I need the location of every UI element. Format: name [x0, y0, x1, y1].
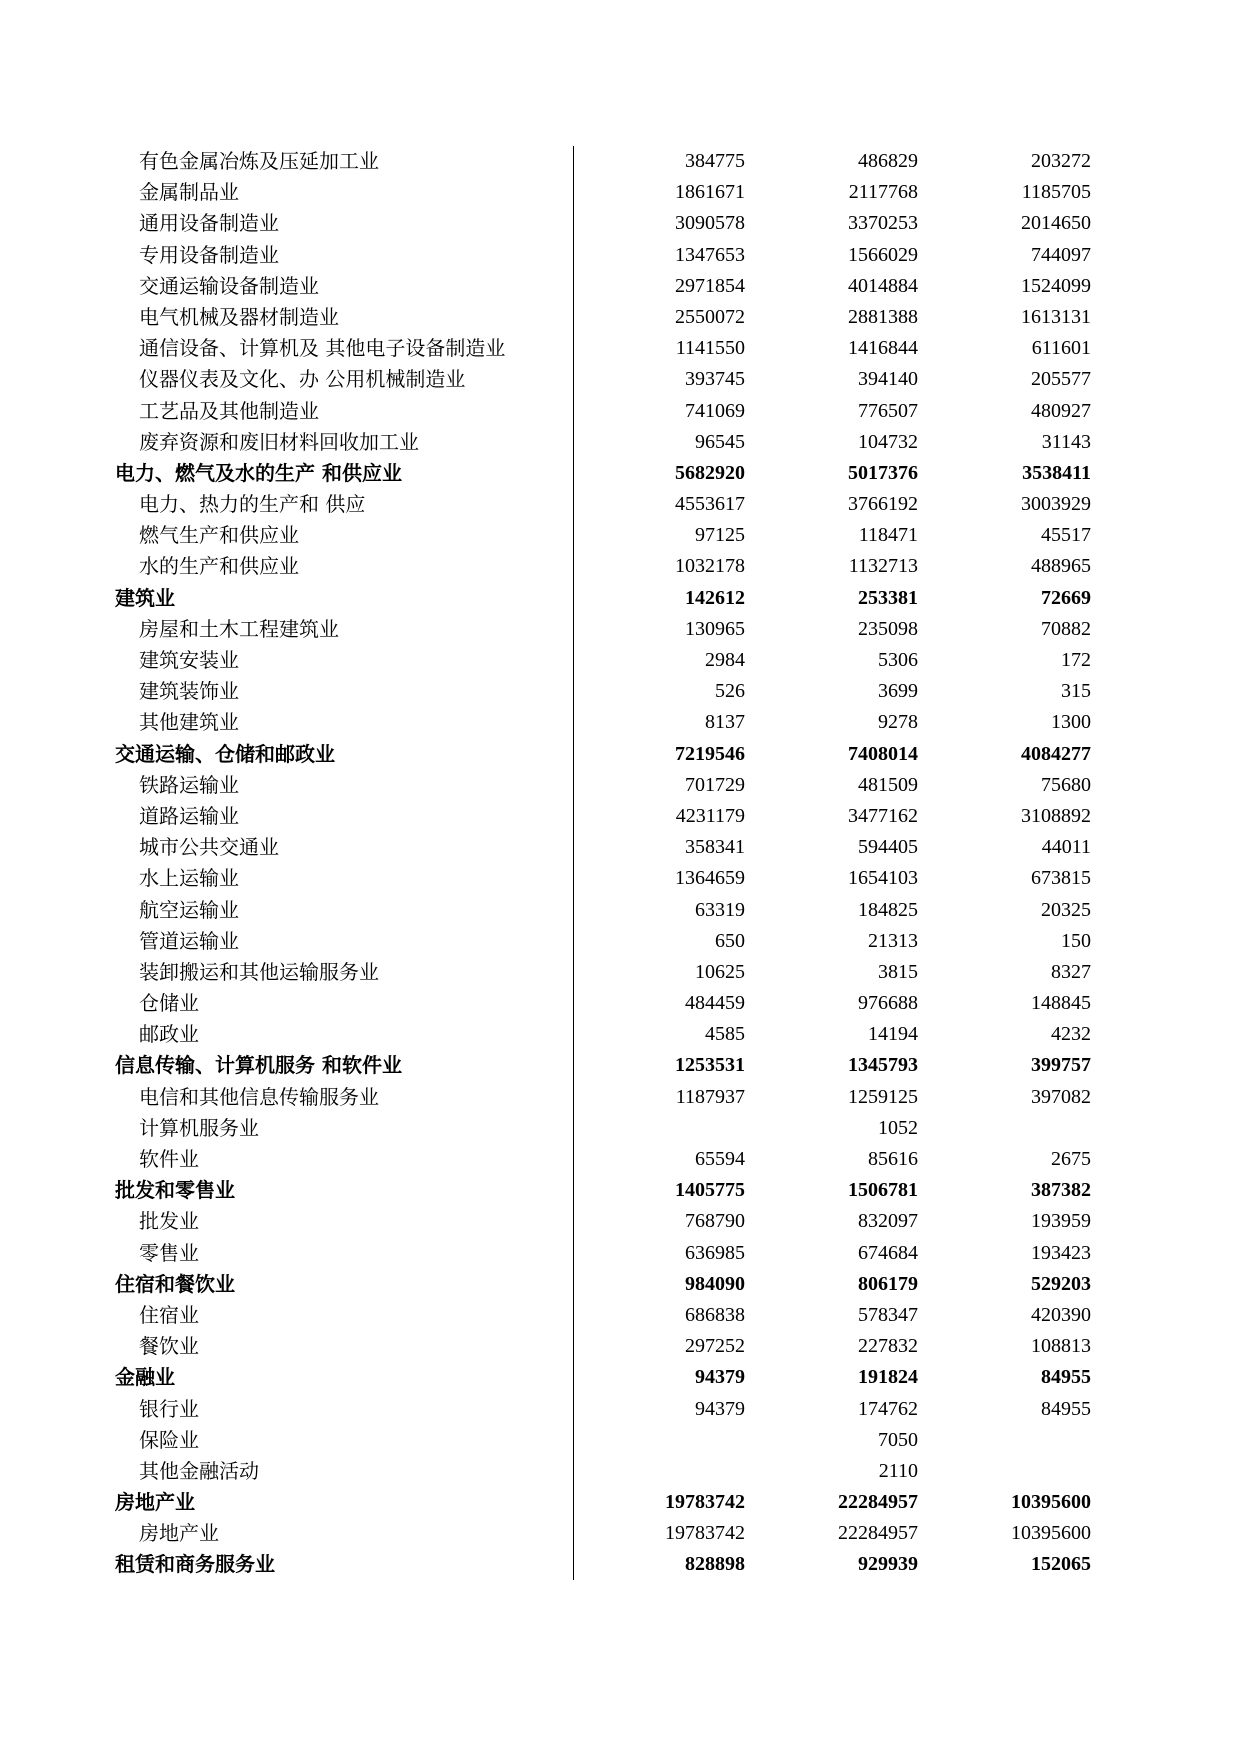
row-label: 住宿业	[139, 1302, 199, 1327]
value-cell-col1: 741069	[685, 399, 745, 422]
value-cell-col1: 358341	[685, 836, 745, 859]
row-label: 其他建筑业	[139, 710, 239, 735]
value-cell-col1: 297252	[685, 1335, 745, 1358]
value-cell-col2: 7050	[878, 1428, 918, 1451]
value-cell-col1: 686838	[685, 1303, 745, 1326]
value-cell-col2: 184825	[858, 898, 918, 921]
value-cell-col1: 1253531	[675, 1054, 745, 1077]
value-cell-col3: 397082	[1031, 1085, 1091, 1108]
value-cell-col3: 70882	[1041, 617, 1091, 640]
value-cell-col1: 1364659	[675, 867, 745, 890]
row-label: 批发和零售业	[115, 1178, 235, 1203]
row-label: 水的生产和供应业	[139, 554, 299, 579]
row-label: 装卸搬运和其他运输服务业	[139, 959, 379, 984]
row-label: 租赁和商务服务业	[115, 1552, 275, 1577]
table-row-category	[115, 1050, 1095, 1081]
table-row	[115, 364, 1095, 395]
row-label: 电信和其他信息传输服务业	[139, 1084, 379, 1109]
value-cell-col3: 399757	[1031, 1054, 1091, 1077]
value-cell-col3: 529203	[1031, 1272, 1091, 1295]
table-row	[115, 396, 1095, 427]
value-cell-col1: 2550072	[675, 305, 745, 328]
row-label: 水上运输业	[139, 866, 239, 891]
value-cell-col3: 420390	[1031, 1303, 1091, 1326]
value-cell-col1: 1405775	[675, 1179, 745, 1202]
value-cell-col3: 315	[1061, 680, 1091, 703]
value-cell-col3: 480927	[1031, 399, 1091, 422]
row-label: 零售业	[139, 1240, 199, 1265]
value-cell-col1: 97125	[695, 524, 745, 547]
value-cell-col3: 84955	[1041, 1366, 1091, 1389]
table-row	[115, 707, 1095, 738]
value-cell-col1: 2984	[705, 649, 745, 671]
value-cell-col2: 118471	[858, 524, 918, 547]
value-cell-col3: 2675	[1051, 1148, 1091, 1170]
value-cell-col3: 1613131	[1021, 305, 1091, 328]
row-label: 工艺品及其他制造业	[139, 398, 319, 423]
value-cell-col1: 984090	[685, 1272, 745, 1295]
value-cell-col2: 481509	[858, 773, 918, 796]
table-row-category	[115, 739, 1095, 770]
row-label: 交通运输设备制造业	[139, 273, 319, 298]
value-cell-col1: 63319	[695, 898, 745, 921]
value-cell-col2: 9278	[878, 711, 918, 734]
value-cell-col1: 10625	[695, 960, 745, 983]
value-cell-col3: 10395600	[1011, 1491, 1091, 1514]
value-cell-col3: 387382	[1031, 1179, 1091, 1202]
value-cell-col3: 3108892	[1021, 804, 1091, 827]
row-label: 仪器仪表及文化、办 公用机械制造业	[139, 367, 466, 392]
value-cell-col3: 172	[1061, 649, 1091, 671]
row-label: 金属制品业	[139, 180, 239, 205]
value-cell-col2: 976688	[858, 992, 918, 1015]
industry-data-table	[115, 146, 1095, 1581]
table-row-category	[115, 1269, 1095, 1300]
value-cell-col3: 1185705	[1021, 181, 1091, 204]
value-cell-col1: 4231179	[675, 804, 745, 827]
value-cell-col3: 3003929	[1021, 493, 1091, 516]
value-cell-col2: 5306	[878, 649, 918, 671]
value-cell-col1: 142612	[685, 586, 745, 609]
value-cell-col1: 1141550	[675, 337, 745, 360]
value-cell-col2: 5017376	[848, 461, 918, 484]
table-row	[115, 1144, 1095, 1175]
value-cell-col2: 191824	[858, 1366, 918, 1389]
row-label: 电气机械及器材制造业	[139, 304, 339, 329]
value-cell-col2: 7408014	[848, 742, 918, 765]
value-cell-col3: 3538411	[1022, 461, 1091, 484]
value-cell-col3: 488965	[1031, 555, 1091, 578]
table-row	[115, 832, 1095, 863]
table-row	[115, 1300, 1095, 1331]
value-cell-col3: 2014650	[1021, 212, 1091, 235]
table-row	[115, 801, 1095, 832]
value-cell-col2: 1566029	[848, 243, 918, 266]
value-cell-col1: 1187937	[675, 1085, 745, 1108]
table-row	[115, 1238, 1095, 1269]
row-label: 专用设备制造业	[139, 242, 279, 267]
table-row-category	[115, 1175, 1095, 1206]
row-label: 房地产业	[139, 1521, 219, 1546]
value-cell-col2: 929939	[858, 1553, 918, 1576]
table-row	[115, 1456, 1095, 1487]
row-label: 建筑装饰业	[139, 679, 239, 704]
value-cell-col2: 832097	[858, 1210, 918, 1233]
row-label: 邮政业	[139, 1022, 199, 1047]
value-cell-col3: 1524099	[1021, 274, 1091, 297]
value-cell-col2: 1052	[878, 1116, 918, 1139]
row-label: 批发业	[139, 1209, 199, 1234]
table-row	[115, 676, 1095, 707]
value-cell-col1: 3090578	[675, 212, 745, 235]
table-row	[115, 1331, 1095, 1362]
row-label: 其他金融活动	[139, 1458, 259, 1483]
value-cell-col2: 227832	[858, 1335, 918, 1358]
table-row	[115, 926, 1095, 957]
value-cell-col1: 7219546	[675, 742, 745, 765]
value-cell-col2: 806179	[858, 1272, 918, 1295]
value-cell-col3: 4084277	[1021, 742, 1091, 765]
value-cell-col2: 14194	[868, 1023, 918, 1046]
value-cell-col1: 768790	[685, 1210, 745, 1233]
value-cell-col3: 75680	[1041, 773, 1091, 796]
table-row	[115, 863, 1095, 894]
value-cell-col3: 108813	[1031, 1335, 1091, 1358]
value-cell-col3: 148845	[1031, 992, 1091, 1015]
table-row	[115, 645, 1095, 676]
table-row	[115, 1394, 1095, 1425]
table-row-category	[115, 1487, 1095, 1518]
table-row	[115, 427, 1095, 458]
value-cell-col2: 21313	[868, 929, 918, 952]
value-cell-col1: 96545	[695, 430, 745, 453]
table-row	[115, 1206, 1095, 1237]
row-label: 计算机服务业	[139, 1115, 259, 1140]
value-cell-col3: 152065	[1031, 1553, 1091, 1576]
row-label: 建筑安装业	[139, 648, 239, 672]
value-cell-col3: 203272	[1031, 150, 1091, 172]
value-cell-col2: 2881388	[848, 305, 918, 328]
row-label: 管道运输业	[139, 928, 239, 953]
table-row-category	[115, 458, 1095, 489]
row-label: 房地产业	[115, 1490, 195, 1515]
value-cell-col1: 1347653	[675, 243, 745, 266]
value-cell-col2: 594405	[858, 836, 918, 859]
value-cell-col1: 130965	[685, 617, 745, 640]
value-cell-col2: 486829	[858, 150, 918, 172]
value-cell-col3: 20325	[1041, 898, 1091, 921]
row-label: 金融业	[115, 1365, 175, 1390]
value-cell-col3: 193959	[1031, 1210, 1091, 1233]
value-cell-col2: 674684	[858, 1241, 918, 1264]
value-cell-col1: 94379	[695, 1366, 745, 1389]
table-row	[115, 1425, 1095, 1456]
value-cell-col3: 44011	[1041, 836, 1091, 859]
value-cell-col2: 85616	[868, 1148, 918, 1170]
value-cell-col1: 484459	[685, 992, 745, 1015]
value-cell-col1: 384775	[685, 150, 745, 172]
row-label: 通信设备、计算机及 其他电子设备制造业	[139, 336, 506, 361]
value-cell-col2: 4014884	[848, 274, 918, 297]
row-label: 仓储业	[139, 991, 199, 1016]
table-row	[115, 271, 1095, 302]
value-cell-col3: 205577	[1031, 368, 1091, 391]
value-cell-col1: 4553617	[675, 493, 745, 516]
value-cell-col2: 1259125	[848, 1085, 918, 1108]
table-row	[115, 1518, 1095, 1549]
value-cell-col2: 104732	[858, 430, 918, 453]
value-cell-col2: 235098	[858, 617, 918, 640]
value-cell-col1: 2971854	[675, 274, 745, 297]
value-cell-col1: 701729	[685, 773, 745, 796]
value-cell-col1: 19783742	[665, 1491, 745, 1514]
table-row	[115, 177, 1095, 208]
row-label: 建筑业	[115, 585, 175, 610]
value-cell-col3: 72669	[1041, 586, 1091, 609]
row-label: 电力、燃气及水的生产 和供应业	[115, 460, 402, 485]
value-cell-col2: 776507	[858, 399, 918, 422]
row-label: 道路运输业	[139, 803, 239, 828]
row-label: 有色金属冶炼及压延加工业	[139, 149, 379, 173]
table-row	[115, 957, 1095, 988]
table-row	[115, 1113, 1095, 1144]
value-cell-col3: 673815	[1031, 867, 1091, 890]
value-cell-col2: 3815	[878, 960, 918, 983]
row-label: 软件业	[139, 1147, 199, 1171]
value-cell-col1: 8137	[705, 711, 745, 734]
value-cell-col1: 1861671	[675, 181, 745, 204]
value-cell-col2: 3370253	[848, 212, 918, 235]
table-row	[115, 333, 1095, 364]
table-row	[115, 1082, 1095, 1113]
table-row-category	[115, 583, 1095, 614]
value-cell-col3: 1300	[1051, 711, 1091, 734]
value-cell-col2: 1506781	[848, 1179, 918, 1202]
table-row	[115, 208, 1095, 239]
value-cell-col3: 10395600	[1011, 1522, 1091, 1545]
value-cell-col1: 94379	[695, 1397, 745, 1420]
value-cell-col2: 2110	[878, 1459, 918, 1482]
value-cell-col2: 1654103	[848, 867, 918, 890]
value-cell-col2: 1132713	[848, 555, 918, 578]
value-cell-col2: 22284957	[838, 1491, 918, 1514]
value-cell-col1: 650	[715, 929, 745, 952]
table-row	[115, 988, 1095, 1019]
table-row	[115, 302, 1095, 333]
value-cell-col3: 8327	[1051, 960, 1091, 983]
row-label: 城市公共交通业	[139, 835, 279, 860]
value-cell-col1: 19783742	[665, 1522, 745, 1545]
row-label: 电力、热力的生产和 供应	[139, 492, 366, 517]
value-cell-col1: 393745	[685, 368, 745, 391]
value-cell-col1: 5682920	[675, 461, 745, 484]
value-cell-col2: 394140	[858, 368, 918, 391]
row-label: 航空运输业	[139, 897, 239, 922]
table-row	[115, 520, 1095, 551]
table-row	[115, 240, 1095, 271]
value-cell-col1: 526	[715, 680, 745, 703]
table-row-category	[115, 1362, 1095, 1393]
row-label: 废弃资源和废旧材料回收加工业	[139, 429, 419, 454]
value-cell-col3: 84955	[1041, 1397, 1091, 1420]
table-row	[115, 895, 1095, 926]
row-label: 银行业	[139, 1396, 199, 1421]
table-row	[115, 146, 1095, 177]
value-cell-col2: 1416844	[848, 337, 918, 360]
value-cell-col2: 22284957	[838, 1522, 918, 1545]
value-cell-col2: 3477162	[848, 804, 918, 827]
value-cell-col1: 4585	[705, 1023, 745, 1046]
table-row-category	[115, 1549, 1095, 1580]
value-cell-col2: 578347	[858, 1303, 918, 1326]
value-cell-col3: 150	[1061, 929, 1091, 952]
value-cell-col3: 193423	[1031, 1241, 1091, 1264]
value-cell-col2: 3699	[878, 680, 918, 703]
value-cell-col3: 744097	[1031, 243, 1091, 266]
table-row	[115, 551, 1095, 582]
row-label: 铁路运输业	[139, 772, 239, 797]
row-label: 餐饮业	[139, 1334, 199, 1359]
row-label: 交通运输、仓储和邮政业	[115, 741, 335, 766]
row-label: 信息传输、计算机服务 和软件业	[115, 1053, 402, 1078]
value-cell-col2: 1345793	[848, 1054, 918, 1077]
value-cell-col2: 3766192	[848, 493, 918, 516]
value-cell-col2: 2117768	[848, 181, 918, 204]
value-cell-col1: 1032178	[675, 555, 745, 578]
row-label: 保险业	[139, 1427, 199, 1452]
table-row	[115, 489, 1095, 520]
row-label: 房屋和土木工程建筑业	[139, 616, 339, 641]
value-cell-col1: 828898	[685, 1553, 745, 1576]
table-row	[115, 1019, 1095, 1050]
table-row	[115, 614, 1095, 645]
value-cell-col1: 636985	[685, 1241, 745, 1264]
value-cell-col3: 611601	[1031, 337, 1091, 360]
value-cell-col3: 31143	[1041, 430, 1091, 453]
value-cell-col2: 174762	[858, 1397, 918, 1420]
value-cell-col2: 253381	[858, 586, 918, 609]
value-cell-col3: 45517	[1041, 524, 1091, 547]
row-label: 住宿和餐饮业	[115, 1271, 235, 1296]
value-cell-col1: 65594	[695, 1148, 745, 1170]
row-label: 燃气生产和供应业	[139, 523, 299, 548]
row-label: 通用设备制造业	[139, 211, 279, 236]
value-cell-col3: 4232	[1051, 1023, 1091, 1046]
table-row	[115, 770, 1095, 801]
